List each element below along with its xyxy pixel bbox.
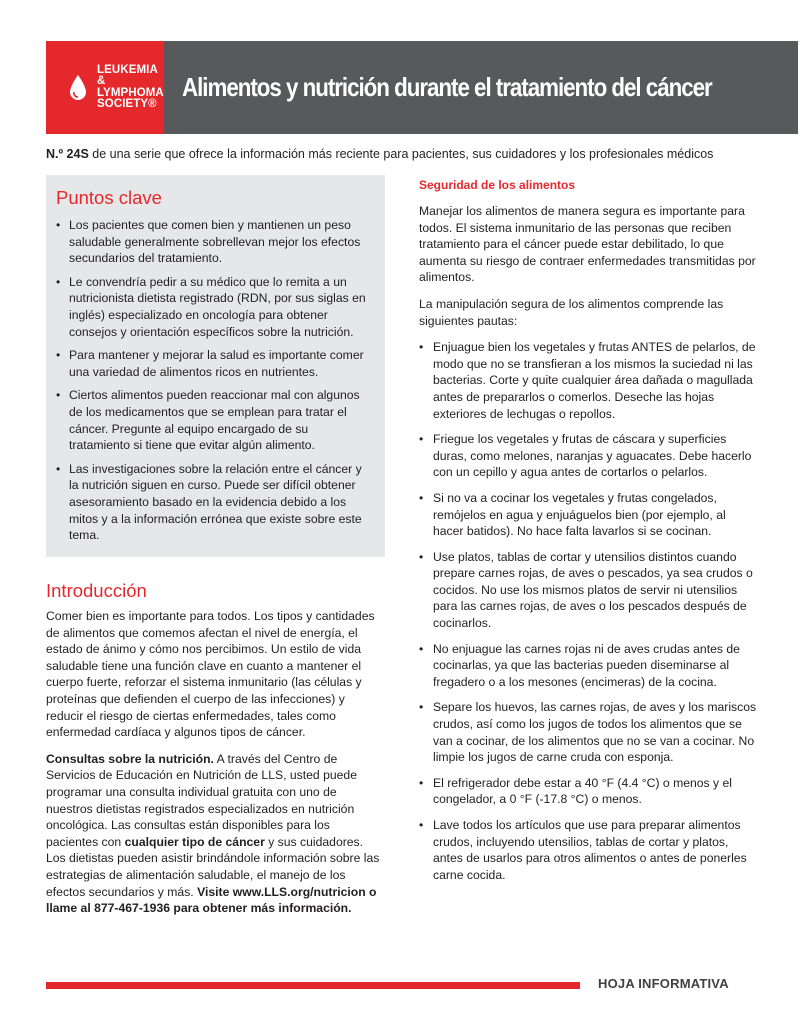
list-item: • Para mantener y mejorar la salud es importante comer una variedad de alimentos ricos en nutrientes. (56, 347, 371, 380)
org-name: LEUKEMIA & LYMPHOMA SOCIETY® (97, 63, 164, 110)
list-item: • Enjuague bien los vegetales y frutas ANTES de pelarlos, de modo que no se transfieran a los mismos la suciedad ni las bacterias. Corte y quite cualquier área dañada o magullada antes de prepararlos o comerlos. Deseche las hojas exteriores de lechugas o repollos. (419, 339, 757, 422)
food-safety-paragraph: La manipulación segura de los alimentos comprende las siguientes pautas: (419, 296, 724, 328)
introduction-title: Introducción (46, 580, 147, 601)
consult-paragraph: Consultas sobre la nutrición. A través del Centro de Servicios de Educación en Nutrición de LLS, usted puede programar una consulta individual gratuita con uno de nuestros dietistas registrados especializados en nutrición oncológica. Las consultas están disponibles para los pacientes con cualquier tipo de cáncer y sus cuidadores. Los dietistas pueden asistir brindándole información sobre las estrategias de alimentación saludable, el manejo de los efectos secundarios y más. Visite www.LLS.org/nutricion o llame al 877-467-1936 para obtener más información. (46, 751, 380, 916)
list-item: • Use platos, tablas de cortar y utensilios distintos cuando prepare carnes rojas, de aves o pescados, ya sea crudos o cocidos. No use los mismos platos de servir ni utensilios para las carnes rojas, de aves o los pescados después de cocinarlos. (419, 549, 757, 632)
food-safety-list (419, 339, 757, 883)
series-number: N.º 24S (46, 147, 89, 161)
consult-cta: Visite www.LLS.org/nutricion o llame al 877-467-1936 para obtener más información. (46, 884, 377, 916)
series-line (46, 147, 713, 161)
food-safety-paragraph: Manejar los alimentos de manera segura es importante para todos. El sistema inmunitario de las personas que reciben tratamiento para el cáncer puede estar debilitado, lo que aumenta su riesgo de contraer enfermedades transmitidas por alimentos. (419, 204, 756, 285)
list-item: • Friegue los vegetales y frutas de cáscara y superficies duras, como melones, naranjas y aguacates. Debe hacerlo con un cepillo y agua antes de cortarlos o pelarlos. (419, 431, 757, 481)
list-item: • Separe los huevos, las carnes rojas, de aves y los mariscos crudos, así como los jugos de todos los alimentos que se van a cocinar, de los alimentos que no se van a cocinar. No limpie los jugos de carne cruda con esponja. (419, 699, 757, 765)
introduction-paragraph: Comer bien es importante para todos. Los tipos y cantidades de alimentos que comemos afectan el nivel de energía, el estado de ánimo y cómo nos percibimos. Un estilo de vida saludable tiene una función clave en cuanto a mantener el cuerpo fuerte, reforzar el sistema inmunitario (las células y proteínas que defienden el cuerpo de las infecciones) y reducir el riesgo de ciertas enfermedades, tales como enfermedad cardíaca y algunos tipos de cáncer. (46, 609, 375, 740)
title-bar (164, 41, 798, 134)
key-points-title: Puntos clave (56, 187, 162, 208)
page-title: Alimentos y nutrición durante el tratamiento del cáncer (181, 72, 712, 102)
footer-label: HOJA INFORMATIVA (598, 976, 729, 991)
introduction-section (46, 580, 382, 927)
list-item: • Ciertos alimentos pueden reaccionar mal con algunos de los medicamentos que se emplean para tratar el cáncer. Pregunte al equipo encargado de su tratamiento si tiene que evitar algún alimento. (56, 387, 371, 453)
list-item: • No enjuague las carnes rojas ni de aves crudas antes de cocinarlas, ya que las bacterias pueden diseminarse al fregadero o a los mesones (encimeras) de la cocina. (419, 641, 757, 691)
list-item: • El refrigerador debe estar a 40 °F (4.4 °C) o menos y el congelador, a 0 °F (-17.8 °C) o menos. (419, 775, 757, 808)
page-header (46, 41, 754, 134)
footer-bar (46, 982, 580, 989)
series-text: de una serie que ofrece la información más reciente para pacientes, sus cuidadores y los profesionales médicos (88, 147, 714, 161)
blood-drop-icon (68, 74, 88, 102)
lls-logo (46, 41, 164, 134)
list-item: • Las investigaciones sobre la relación entre el cáncer y la nutrición siguen en curso. Puede ser difícil obtener asesoramiento basado en la evidencia debido a los mitos y a la información errónea que existe sobre este tema. (56, 461, 371, 544)
consult-heading: Consultas sobre la nutrición. (46, 751, 214, 766)
list-item: • Si no va a cocinar los vegetales y frutas congelados, remójelos en agua y enjuáguelos bien (por ejemplo, al hacer batidos). No hace falta lavarlos si se cocinan. (419, 490, 757, 540)
food-safety-section (419, 178, 757, 892)
list-item: • Los pacientes que comen bien y mantienen un peso saludable generalmente sobrellevan mejor los efectos secundarios del tratamiento. (56, 217, 371, 267)
list-item: • Le convendría pedir a su médico que lo remita a un nutricionista dietista registrado (RDN, por sus siglas en inglés) especializado en oncología para obtener consejos y orientación específicos sobre la nutrición. (56, 274, 371, 340)
key-points-box (46, 175, 385, 557)
food-safety-title: Seguridad de los alimentos (419, 178, 576, 192)
consult-highlight: cualquier tipo de cáncer (124, 834, 265, 849)
key-points-list (56, 217, 371, 544)
list-item: • Lave todos los artículos que use para preparar alimentos crudos, incluyendo utensilios, tablas de cortar y platos, antes de usarlos para otros alimentos o antes de ponerles carne cocida. (419, 817, 757, 883)
